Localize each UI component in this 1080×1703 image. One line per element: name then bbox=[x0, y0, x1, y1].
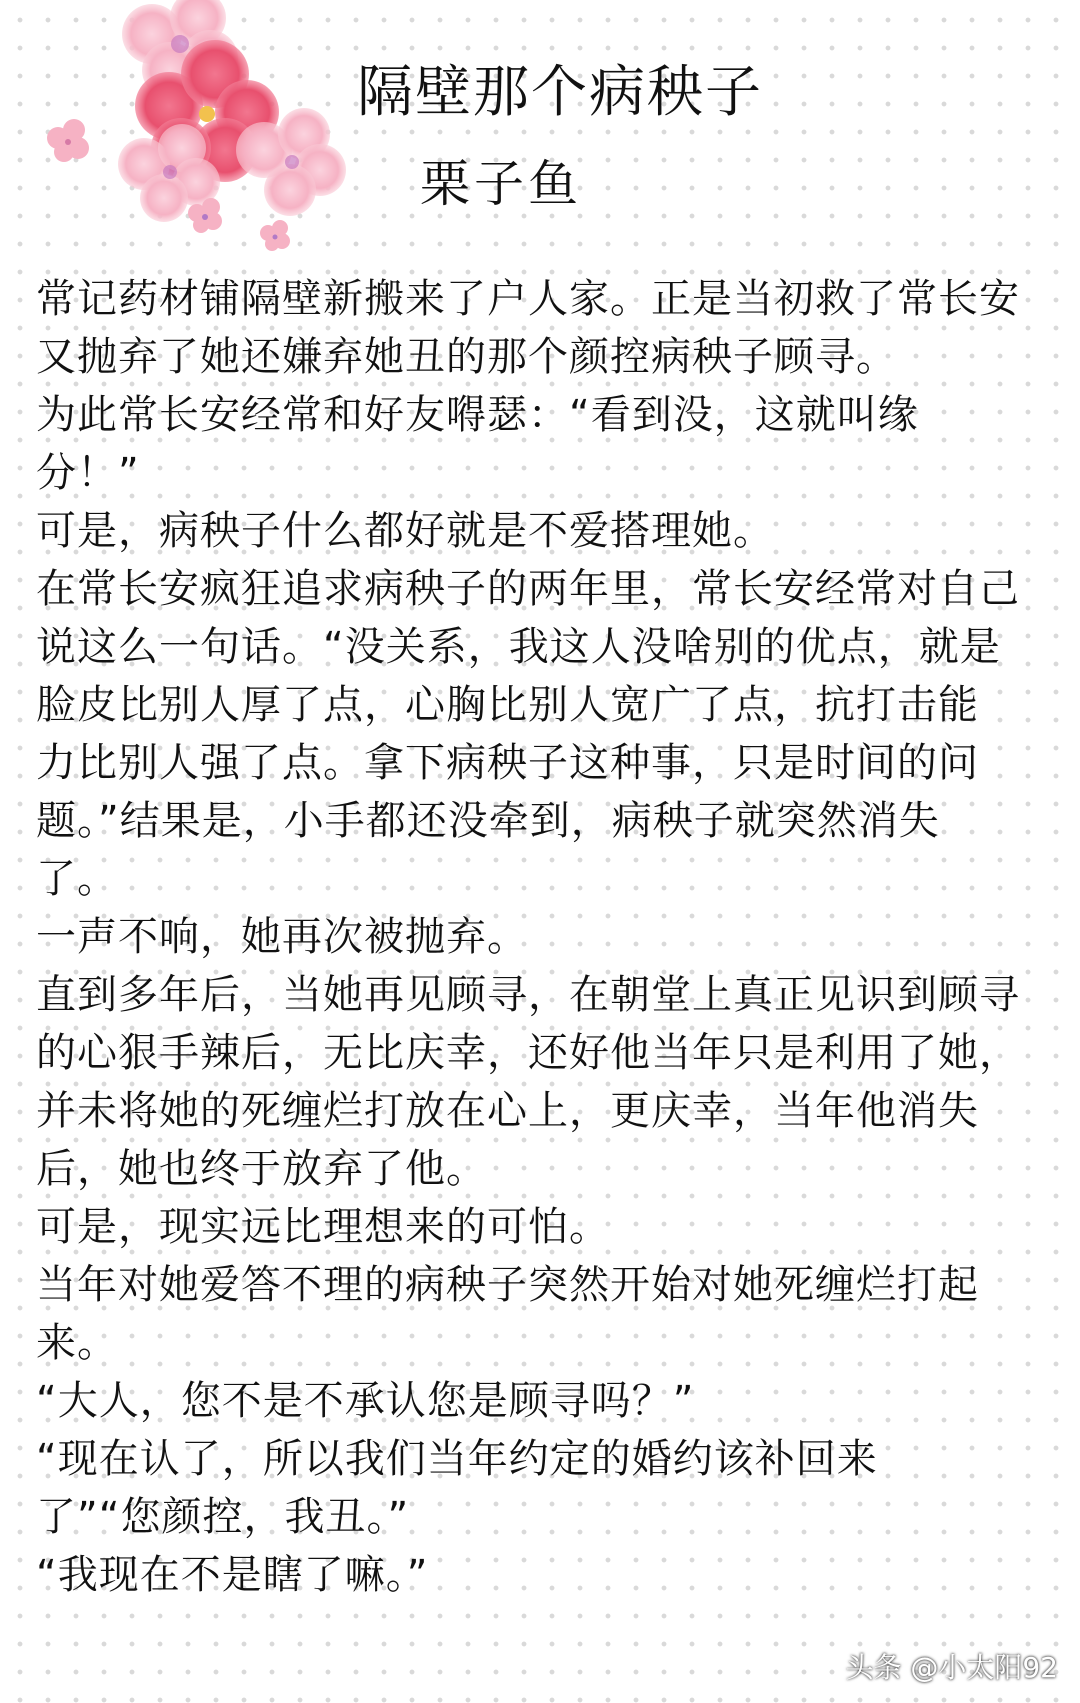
text-line: “我现在不是瞎了嘛。” bbox=[36, 1552, 429, 1598]
text-line: 说这么一句话。“没关系，我这人没啥别的优点，就是 bbox=[36, 624, 1001, 670]
text-line: 分！” bbox=[36, 450, 140, 496]
text-line: 并未将她的死缠烂打放在心上，更庆幸，当年他消失 bbox=[36, 1088, 979, 1134]
text-line: 直到多年后，当她再见顾寻，在朝堂上真正见识到顾寻 bbox=[36, 972, 1020, 1018]
text-line: “大人，您不是不承认您是顾寻吗？” bbox=[36, 1378, 695, 1424]
text-line: 当年对她爱答不理的病秧子突然开始对她死缠烂打起 bbox=[36, 1262, 979, 1308]
text-line: 常记药材铺隔壁新搬来了户人家。正是当初救了常长安 bbox=[36, 276, 1020, 322]
text-line: 来。 bbox=[36, 1320, 118, 1366]
text-line: 可是，病秧子什么都好就是不爱搭理她。 bbox=[36, 508, 774, 554]
author-name: 栗子鱼 bbox=[420, 155, 582, 213]
text-line: 脸皮比别人厚了点，心胸比别人宽广了点，抗打击能 bbox=[36, 682, 979, 728]
text-line: 力比别人强了点。拿下病秧子这种事，只是时间的问 bbox=[36, 740, 979, 786]
story-body bbox=[36, 270, 1036, 1604]
text-line: 的心狠手辣后，无比庆幸，还好他当年只是利用了她， bbox=[36, 1030, 1020, 1076]
text-line: 为此常长安经常和好友嘚瑟：“看到没，这就叫缘 bbox=[36, 392, 919, 438]
document-title: 隔壁那个病秧子 bbox=[357, 60, 763, 125]
text-line: 可是，现实远比理想来的可怕。 bbox=[36, 1204, 610, 1250]
text-line: 了”“您颜控，我丑。” bbox=[36, 1494, 410, 1540]
flower-small-bottom-2 bbox=[260, 220, 290, 251]
flower-small-left bbox=[47, 119, 89, 162]
text-line: “现在认了，所以我们当年约定的婚约该补回来 bbox=[36, 1436, 878, 1482]
text-line: 后，她也终于放弃了他。 bbox=[36, 1146, 487, 1192]
pink-flowers-illustration bbox=[30, 0, 390, 280]
text-line: 题。”结果是，小手都还没牵到，病秧子就突然消失 bbox=[36, 798, 940, 844]
source-watermark: 头条 @小太阳92 bbox=[845, 1651, 1058, 1684]
text-line: 又抛弃了她还嫌弃她丑的那个颜控病秧子顾寻。 bbox=[36, 334, 897, 380]
text-line: 在常长安疯狂追求病秧子的两年里，常长安经常对自己 bbox=[36, 566, 1020, 612]
text-line: 一声不响，她再次被抛弃。 bbox=[36, 914, 528, 960]
text-line: 了。 bbox=[36, 856, 118, 902]
